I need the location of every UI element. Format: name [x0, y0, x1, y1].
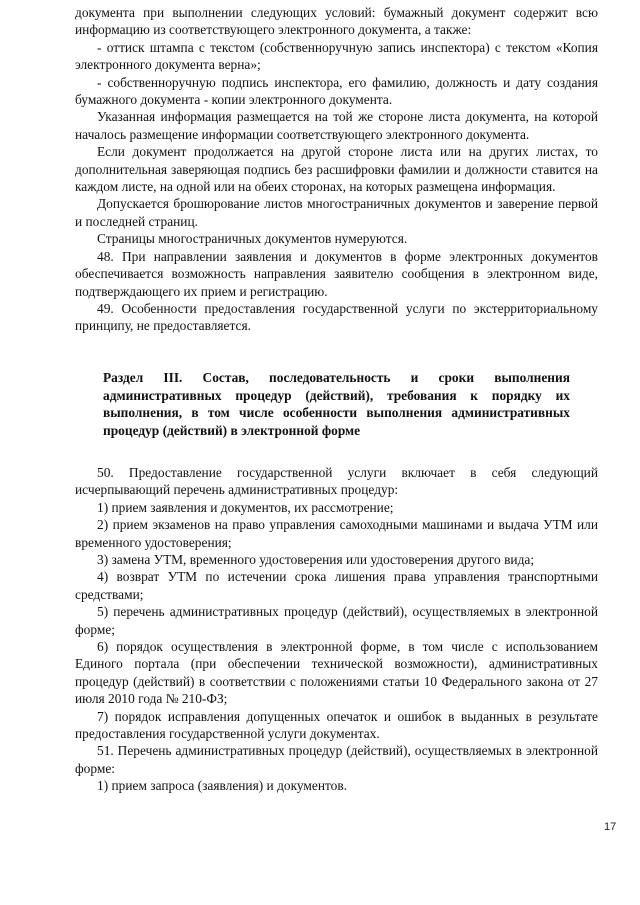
page-number: 17	[604, 821, 617, 833]
paragraph: - оттиск штампа с текстом (собственноручную запись инспектора) с текстом «Копия электронного документа верна»;	[75, 39, 598, 73]
paragraph: 51. Перечень административных процедур (действий), осуществляемых в электронной форме:	[75, 743, 598, 776]
paragraph: 3) замена УТМ, временного удостоверения или удостоверения другого вида;	[97, 551, 535, 567]
paragraph: 1) прием заявления и документов, их рассмотрение;	[97, 499, 394, 515]
paragraph: 2) прием экзаменов на право управления самоходными машинами и выдача УТМ или временного удостоверения;	[75, 517, 598, 550]
paragraph: 1) прием запроса (заявления) и документов.	[97, 778, 348, 794]
paragraph: Допускается брошюрование листов многостраничных документов и заверение первой и последней страниц.	[75, 196, 598, 229]
paragraph: 50. Предоставление государственной услуги включает в себя следующий исчерпывающий перечень административных процедур:	[75, 464, 598, 498]
paragraph: Страницы многостраничных документов нумеруются.	[97, 231, 408, 247]
paragraph: Указанная информация размещается на той же стороне листа документа, на которой началось размещение информации соответствующего электронного документа.	[75, 109, 598, 142]
paragraph: 49. Особенности предоставления государственной услуги по экстерриториальному принципу, не предоставляется.	[75, 300, 598, 334]
paragraph: 4) возврат УТМ по истечении срока лишения права управления транспортными средствами;	[75, 569, 598, 602]
section-heading: Раздел III. Состав, последовательность и сроки выполнения административных процедур (действий), требования к порядку их выполнения, в том числе особенности выполнения административных процедур (действий) в электронной форме	[103, 369, 570, 439]
paragraph: 6) порядок осуществления в электронной форме, в том числе с использованием Единого портала (при обеспечении технической возможности), административных процедур (действий) в соответствии с положениями статьи 10 Федерального закона от 27 июля 2010 года № 210-ФЗ;	[75, 638, 598, 707]
paragraph: документа при выполнении следующих условий: бумажный документ содержит всю информацию из соответствующего электронного документа, а также:	[75, 5, 598, 38]
bottom-paragraphs	[75, 464, 598, 795]
paragraph: 5) перечень административных процедур (действий), осуществляемых в электронной форме;	[75, 604, 598, 637]
top-paragraphs	[75, 0, 598, 335]
paragraph: Если документ продолжается на другой стороне листа или на других листах, то дополнительная заверяющая подпись без расшифровки фамилии и должности ставится на каждом листе, на одной или на обеих сторонах, на которых размещена информация.	[75, 144, 598, 195]
paragraph: - собственноручную подпись инспектора, его фамилию, должность и дату создания бумажного документа - копии электронного документа.	[75, 74, 598, 108]
paragraph: 48. При направлении заявления и документов в форме электронных документов обеспечивается возможность направления заявителю сообщения в электронном виде, подтверждающего их прием и регистрацию.	[75, 248, 598, 299]
paragraph: 7) порядок исправления допущенных опечаток и ошибок в выданных в результате предоставления государственной услуги документах.	[75, 708, 598, 741]
document-page	[75, 0, 598, 795]
